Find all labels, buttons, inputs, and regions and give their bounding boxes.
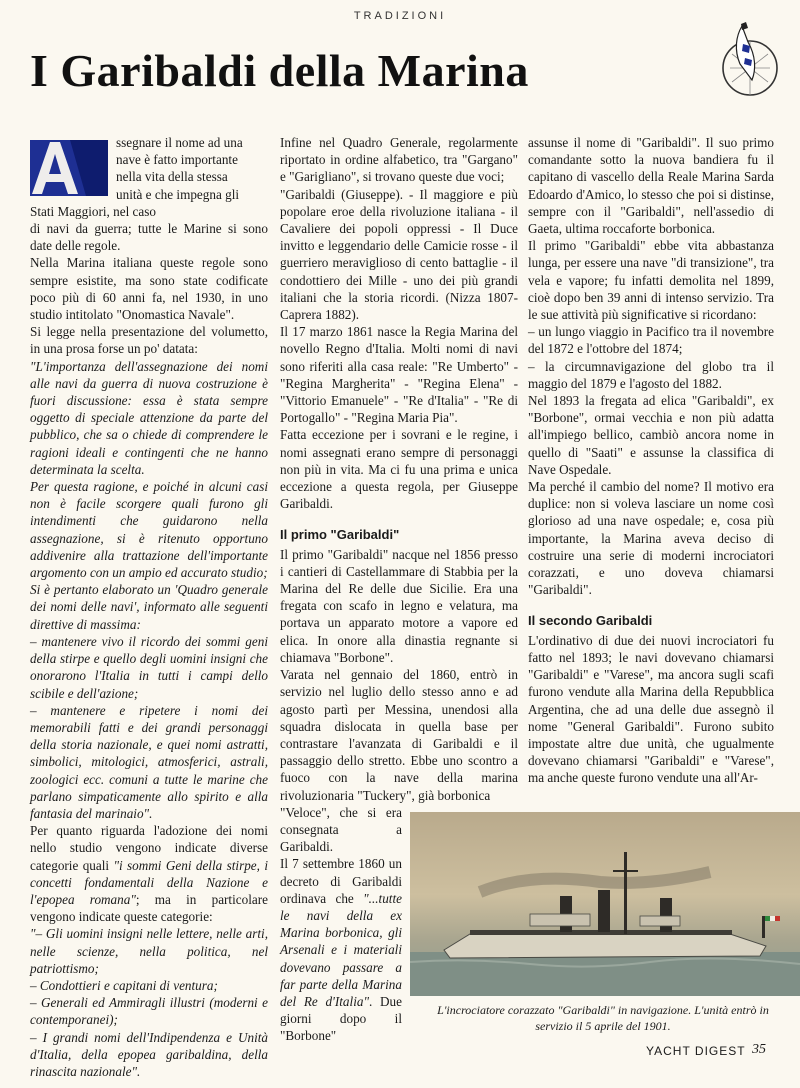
text-run-italic: "...tutte le navi della ex Marina borbonica, gli Arsenali e i materiali dovevano passare a far parte della Marina del Re d'Italia"	[280, 890, 402, 1009]
paragraph	[280, 855, 402, 1044]
text-run: ; ma in particolare vengono indicate queste categorie:	[30, 891, 268, 925]
intro-line: unità e che impegna gli	[116, 186, 240, 202]
paragraph: Il primo "Garibaldi" nacque nel 1856 presso i cantieri di Castellammare di Stabbia per la Marina del Re delle due Sicilie. Era una fregata con scafo in legno e velatura, ma portava un apparato motore a vapore ed elica. In onore alla dinastia regnante si chiamava "Borbone".	[280, 546, 518, 665]
paragraph	[30, 822, 268, 925]
intro-line: nave è fatto importante	[116, 152, 238, 168]
page-number: 35	[752, 1042, 766, 1057]
quote-paragraph: – Condottieri e capitani di ventura;	[30, 977, 218, 993]
paragraph: – un lungo viaggio in Pacifico tra il novembre del 1872 e l'ottobre del 1874;	[528, 324, 774, 357]
paragraph: – la circumnavigazione del globo tra il maggio del 1879 e l'agosto del 1882.	[528, 358, 774, 391]
text-run: . Due giorni dopo il "Borbone"	[280, 993, 402, 1044]
paragraph: Fatta eccezione per i sovrani e le regine, i nomi assegnati erano sempre di personaggi non più in vita. Ma ci fu una prima e unica eccezione a questa regola, per Giuseppe Garibaldi.	[280, 427, 518, 512]
paragraph: Varata nel gennaio del 1860, entrò in servizio nel luglio dello stesso anno e ad agosto partì per Messina, unendosi alla squadra dislocata in quella base per contrastare l'avanzata di Garibaldi e il passaggio dello stretto. Ebbe uno scontro a fuoco con la nave della marina rivoluzionaria "Tuckery", già borbonica	[280, 667, 518, 803]
quote-paragraph: "– Gli uomini insigni nelle lettere, nelle arti, nelle scienze, nella politica, nel patriottismo;	[30, 926, 268, 976]
navy-emblem-icon	[712, 20, 780, 98]
text-column-3	[528, 134, 774, 787]
paragraph: "Garibaldi (Giuseppe). - Il maggiore e più popolare eroe della rivoluzione italiana - il Cavaliere dei popoli oppressi - Il Duce invitto e leggendario delle Camicie rosse - il guerriero meraviglioso di cento battaglie - il condottiero dei Mille - uno dei più grandi italiani che la storia ricordi. (Nizza 1807-Caprera 1882).	[280, 186, 518, 323]
paragraph: assunse il nome di "Garibaldi". Il suo primo comandante sotto la nuova bandiera fu il capitano di vascello della Reale Marina Sarda Edoardo d'Amico, lo stesso che poi si distinse, sempre con il "Garibaldi", nell'assedio di Gaeta, ultima roccaforte borbonica.	[528, 135, 774, 237]
magazine-name: YACHT DIGEST	[646, 1044, 746, 1058]
paragraph: Il 17 marzo 1861 nasce la Regia Marina del novello Regno d'Italia. Molti nomi di navi sono riferiti alla casa reale: "Re Umberto" - "Regina Margherita" - "Regina Elena" - "Vittorio Emanuele" - "Re d'Italia" - "Re di Portogallo" - "Regina Maria Pia".	[280, 324, 518, 426]
paragraph: di navi da guerra; tutte le Marine si sono date delle regole.	[30, 221, 268, 254]
cruiser-illustration	[410, 812, 800, 996]
quote-paragraph: Si è pertanto elaborato un 'Quadro generale dei nomi delle navi', informato alle seguenti direttive di massima:	[30, 582, 268, 632]
page-title: I Garibaldi della Marina	[30, 45, 529, 96]
text-run: Per quanto riguarda l'adozione dei nomi nello studio vengono indicate diverse categorie quali	[30, 823, 268, 873]
dropcap	[30, 140, 108, 196]
photo-caption: L'incrociatore corazzato "Garibaldi" in navigazione. L'unità entrò in servizio il 5 aprile del 1901.	[437, 1003, 769, 1033]
intro-line: Stati Maggiori, nel caso	[30, 203, 156, 219]
quote-paragraph: – mantenere e ripetere i nomi dei memorabili fatti e dei grandi personaggi della storia nazionale, e quei nomi astratti, simbolici, mitologici, atmosferici, astrali, zoologici ecc. comuni a tutte le marine che parlano simpaticamente allo spirito e alla fantasia del marinaio".	[30, 702, 268, 821]
paragraph: Infine nel Quadro Generale, regolarmente riportato in ordine alfabetico, tra "Gargano" e "Garigliano", si trovano queste due voci;	[280, 135, 518, 185]
quote-paragraph: – I grandi nomi dell'Indipendenza e Unità d'Italia, della epopea garibaldina, della rinascita nazionale".	[30, 1029, 268, 1079]
quote-paragraph: – mantenere vivo il ricordo dei sommi geni della stirpe e quello degli uomini insigni che onorarono l'Italia in tutti i campi dello scibile e dell'azione;	[30, 633, 268, 701]
paragraph: "Veloce", che si era consegnata a Garibaldi.	[280, 804, 402, 855]
text-column-1	[30, 134, 268, 1080]
text-run-italic: "i sommi Geni della stirpe, i concetti fondamentali della Nazione e l'epopea romana"	[30, 857, 268, 907]
quote-paragraph: – Generali ed Ammiragli illustri (moderni e contemporanei);	[30, 995, 268, 1028]
intro-line: nella vita della stessa	[116, 169, 228, 185]
quote-paragraph: Per questa ragione, e poiché in alcuni casi non è facile scorgere quali furono gli intendimenti che guidarono nella assegnazione, si è ritenuto opportuno addivenire alla trattazione dell'importante argomento con un ampio ed accurato studio;	[30, 479, 268, 581]
narrow-text-block	[280, 804, 402, 1045]
paragraph: L'ordinativo di due dei nuovi incrociatori fu fatto nel 1893; le navi dovevano chiamarsi "Garibaldi" e "Varese", ma ancora sugli scafi furono vendute alla Marina della Repubblica Argentina, che ad una delle due assegnò il nome "General Garibaldi". Furono subito impostate altre due unità, che ugualmente dovevano chiamarsi "Garibaldi" e "Varese", ma anche queste furono vendute una all'Ar-	[528, 632, 774, 786]
intro-line: ssegnare il nome ad una	[116, 135, 243, 150]
subheading-secondo: Il secondo Garibaldi	[528, 613, 653, 629]
paragraph: Nella Marina italiana queste regole sono sempre esistite, ma sono state codificate poco più di 60 anni fa, nel 1930, in uno studio intitolato "Onomastica Navale".	[30, 255, 268, 323]
paragraph: Ma perché il cambio del nome? Il motivo era duplice: non si voleva lasciare un nome così glorioso ad una nave ospedale; e, cosa più importante, la Marina aveva deciso di costruire una serie di moderni incrociatori corazzati, e uno doveva chiamarsi "Garibaldi".	[528, 479, 774, 598]
subheading-primo: Il primo "Garibaldi"	[280, 527, 400, 543]
paragraph: Si legge nella presentazione del volumetto, in una prosa forse un po' datata:	[30, 324, 268, 357]
text-run: Il 7 settembre 1860 un decreto di Garibaldi ordinava che	[280, 856, 402, 906]
ship-photo	[410, 812, 800, 996]
paragraph: Il primo "Garibaldi" ebbe vita abbastanza lunga, per essere una nave "di transizione", tra vela e vapore; fu infatti demolita nel 1899, cioè dopo ben 39 anni di intenso servizio. Tra le sue attività più significative si ricordano:	[528, 238, 774, 323]
paragraph: Nel 1893 la fregata ad elica "Garibaldi", ex "Borbone", ormai vecchia e non più adatta all'impiego bellico, cambiò ancora nome in quello di "Saati" e assunse la classifica di Nave Ospedale.	[528, 393, 774, 477]
section-label: TRADIZIONI	[353, 10, 447, 22]
quote-paragraph: "L'importanza dell'assegnazione dei nomi alle navi da guerra di nuova costruzione è fuori discussione: essa è stata sempre oggetto di speciale attenzione da parte del pubblico, che sa o chiede di comprendere le ragioni ideali e contingenti che ne hanno determinata la scelta.	[30, 358, 268, 477]
